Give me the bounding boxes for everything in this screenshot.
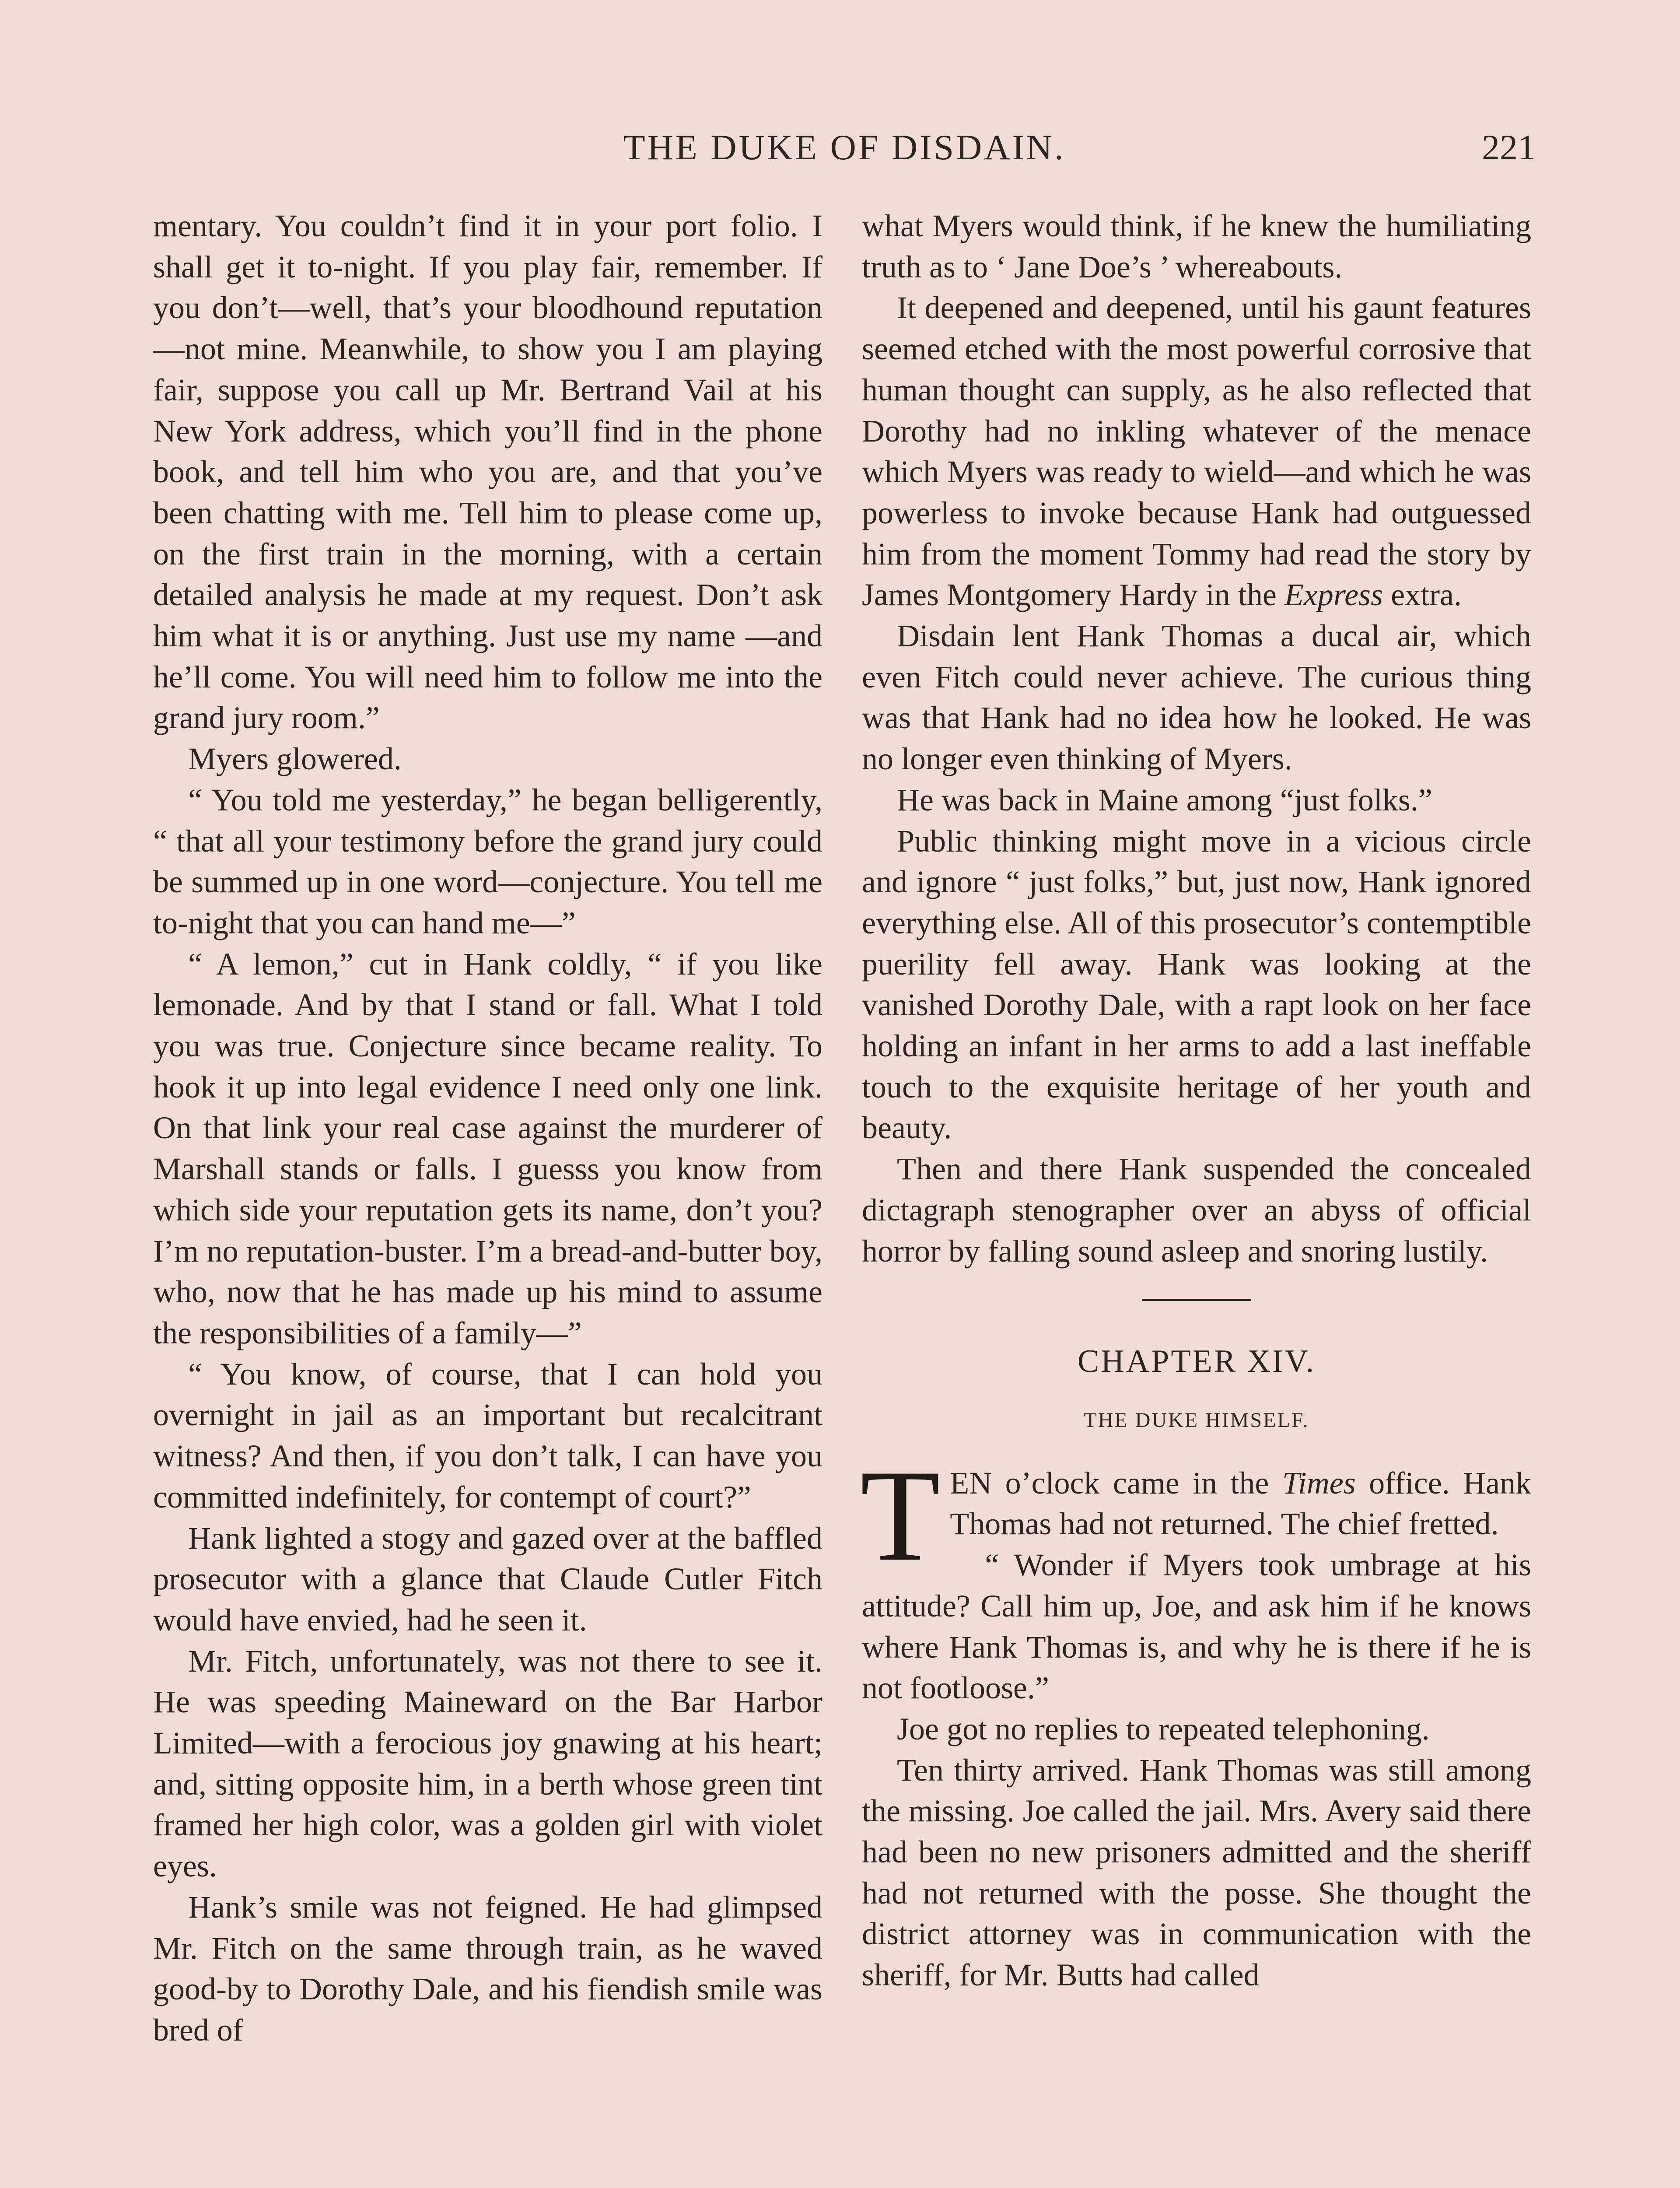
left-column [153,206,822,2051]
newspaper-name: Express [1284,577,1383,613]
paragraph: Hank lighted a stogy and gazed over at the baffled prosecutor with a glance that Claude Cutler Fitch would have envied, had he seen it. [153,1520,822,1637]
paragraph-text: EN o’clock came in the [950,1465,1269,1501]
drop-cap: T [860,1442,941,1588]
right-column [862,206,1531,1996]
paragraph: He was back in Maine among “just folks.” [897,782,1432,817]
paragraph-text: It deepened and deepened, until his gaunt features seemed etched with the most powerful corrosive that human thought can supply, as he also reflected that Dorothy had no inkling whatever of the menace which Myers was ready to wield—and which he was powerless to invoke because Hank had outguessed him from the moment Tommy had read the story by James Montgomery Hardy in the [862,290,1531,613]
paragraph: “ You know, of course, that I can hold you overnight in jail as an important but recalcitrant witness? And then, if you don’t talk, I can have you committed indefinitely, for contempt of court?” [153,1356,822,1515]
page-header [153,127,1536,175]
paragraph: Joe got no replies to repeated telephoning. [897,1711,1430,1746]
newspaper-name: Times [1282,1465,1356,1501]
paragraph: Then and there Hank suspended the concealed dictagraph stenographer over an abyss of official horror by falling sound asleep and snoring lustily. [862,1151,1531,1269]
running-title: THE DUKE OF DISDAIN. [623,127,1066,167]
paragraph: Disdain lent Hank Thomas a ducal air, which even Fitch could never achieve. The curious thing was that Hank had no idea how he looked. He was no longer even thinking of Myers. [862,618,1531,777]
paragraph: Mr. Fitch, unfortunately, was not there to see it. He was speeding Maineward on the Bar Harbor Limited—with a ferocious joy gnawing at his heart; and, sitting opposite him, in a berth whose green tint framed her high color, was a golden girl with violet eyes. [153,1643,822,1884]
paragraph: Public thinking might move in a vicious circle and ignore “ just folks,” but, just now, Hank ignored everything else. All of this prosecutor’s contemptible puerility fell away. Hank was looking at the vanished Dorothy Dale, with a rapt look on her face holding an infant in her arms to add a last ineffable touch to the exquisite heritage of her youth and beauty. [862,823,1531,1146]
chapter-title: CHAPTER XIV. [1077,1343,1316,1380]
paragraph-text: office. Hank Thomas had not returned. The chief fretted. [950,1465,1532,1542]
paragraph: mentary. You couldn’t find it in your port folio. I shall get it to-night. If you play fair, remember. If you don’t—well, that’s your bloodhound reputation—not mine. Meanwhile, to show you I am playing fair, suppose you call up Mr. Bertrand Vail at his New York address, which you’ll find in the phone book, and tell him who you are, and that you’ve been chatting with me. Tell him to please come up, on the first train in the morning, with a certain detailed analysis he made at my request. Don’t ask him what it is or anything. Just use my name —and he’ll come. You will need him to follow me into the grand jury room.” [153,208,822,736]
paragraph: “ You told me yesterday,” he began belligerently, “ that all your testimony before the grand jury could be summed up in one word—conjecture. You tell me to-night that you can hand me—” [153,782,822,940]
paragraph: Ten thirty arrived. Hank Thomas was still among the missing. Joe called the jail. Mrs. Avery said there had been no new prisoners admitted and the sheriff had not returned with the posse. She thought the district attorney was in communication with the sheriff, for Mr. Butts had called [862,1752,1531,1993]
paragraph: Hank’s smile was not feigned. He had glimpsed Mr. Fitch on the same through train, as he waved good-by to Dorothy Dale, and his fiendish smile was bred of [153,1889,822,2048]
paragraph [862,288,1531,616]
paragraph: what Myers would think, if he knew the humiliating truth as to ‘ Jane Doe’s ’ whereabouts. [862,208,1531,284]
paragraph: Myers glowered. [188,741,402,777]
chapter-subtitle: THE DUKE HIMSELF. [1084,1408,1309,1432]
paragraph: “ Wonder if Myers took umbrage at his attitude? Call him up, Joe, and ask him if he knows where Hank Thomas is, and why he is there if he is not footloose.” [862,1547,1531,1706]
page-number: 221 [1482,127,1536,167]
chapter-opening-paragraph [860,1442,1532,1588]
paragraph-text: extra. [1391,577,1462,613]
section-divider [1142,1299,1251,1301]
paragraph: “ A lemon,” cut in Hank coldly, “ if you like lemonade. And by that I stand or fall. What I told you was true. Conjecture since became reality. To hook it up into legal evidence I need only one link. On that link your real case against the murderer of Marshall stands or falls. I guesss you know from which side your reputation gets its name, don’t you? I’m no reputation-buster. I’m a bread-and-butter boy, who, now that he has made up his mind to assume the responsibilities of a family—” [153,946,822,1350]
